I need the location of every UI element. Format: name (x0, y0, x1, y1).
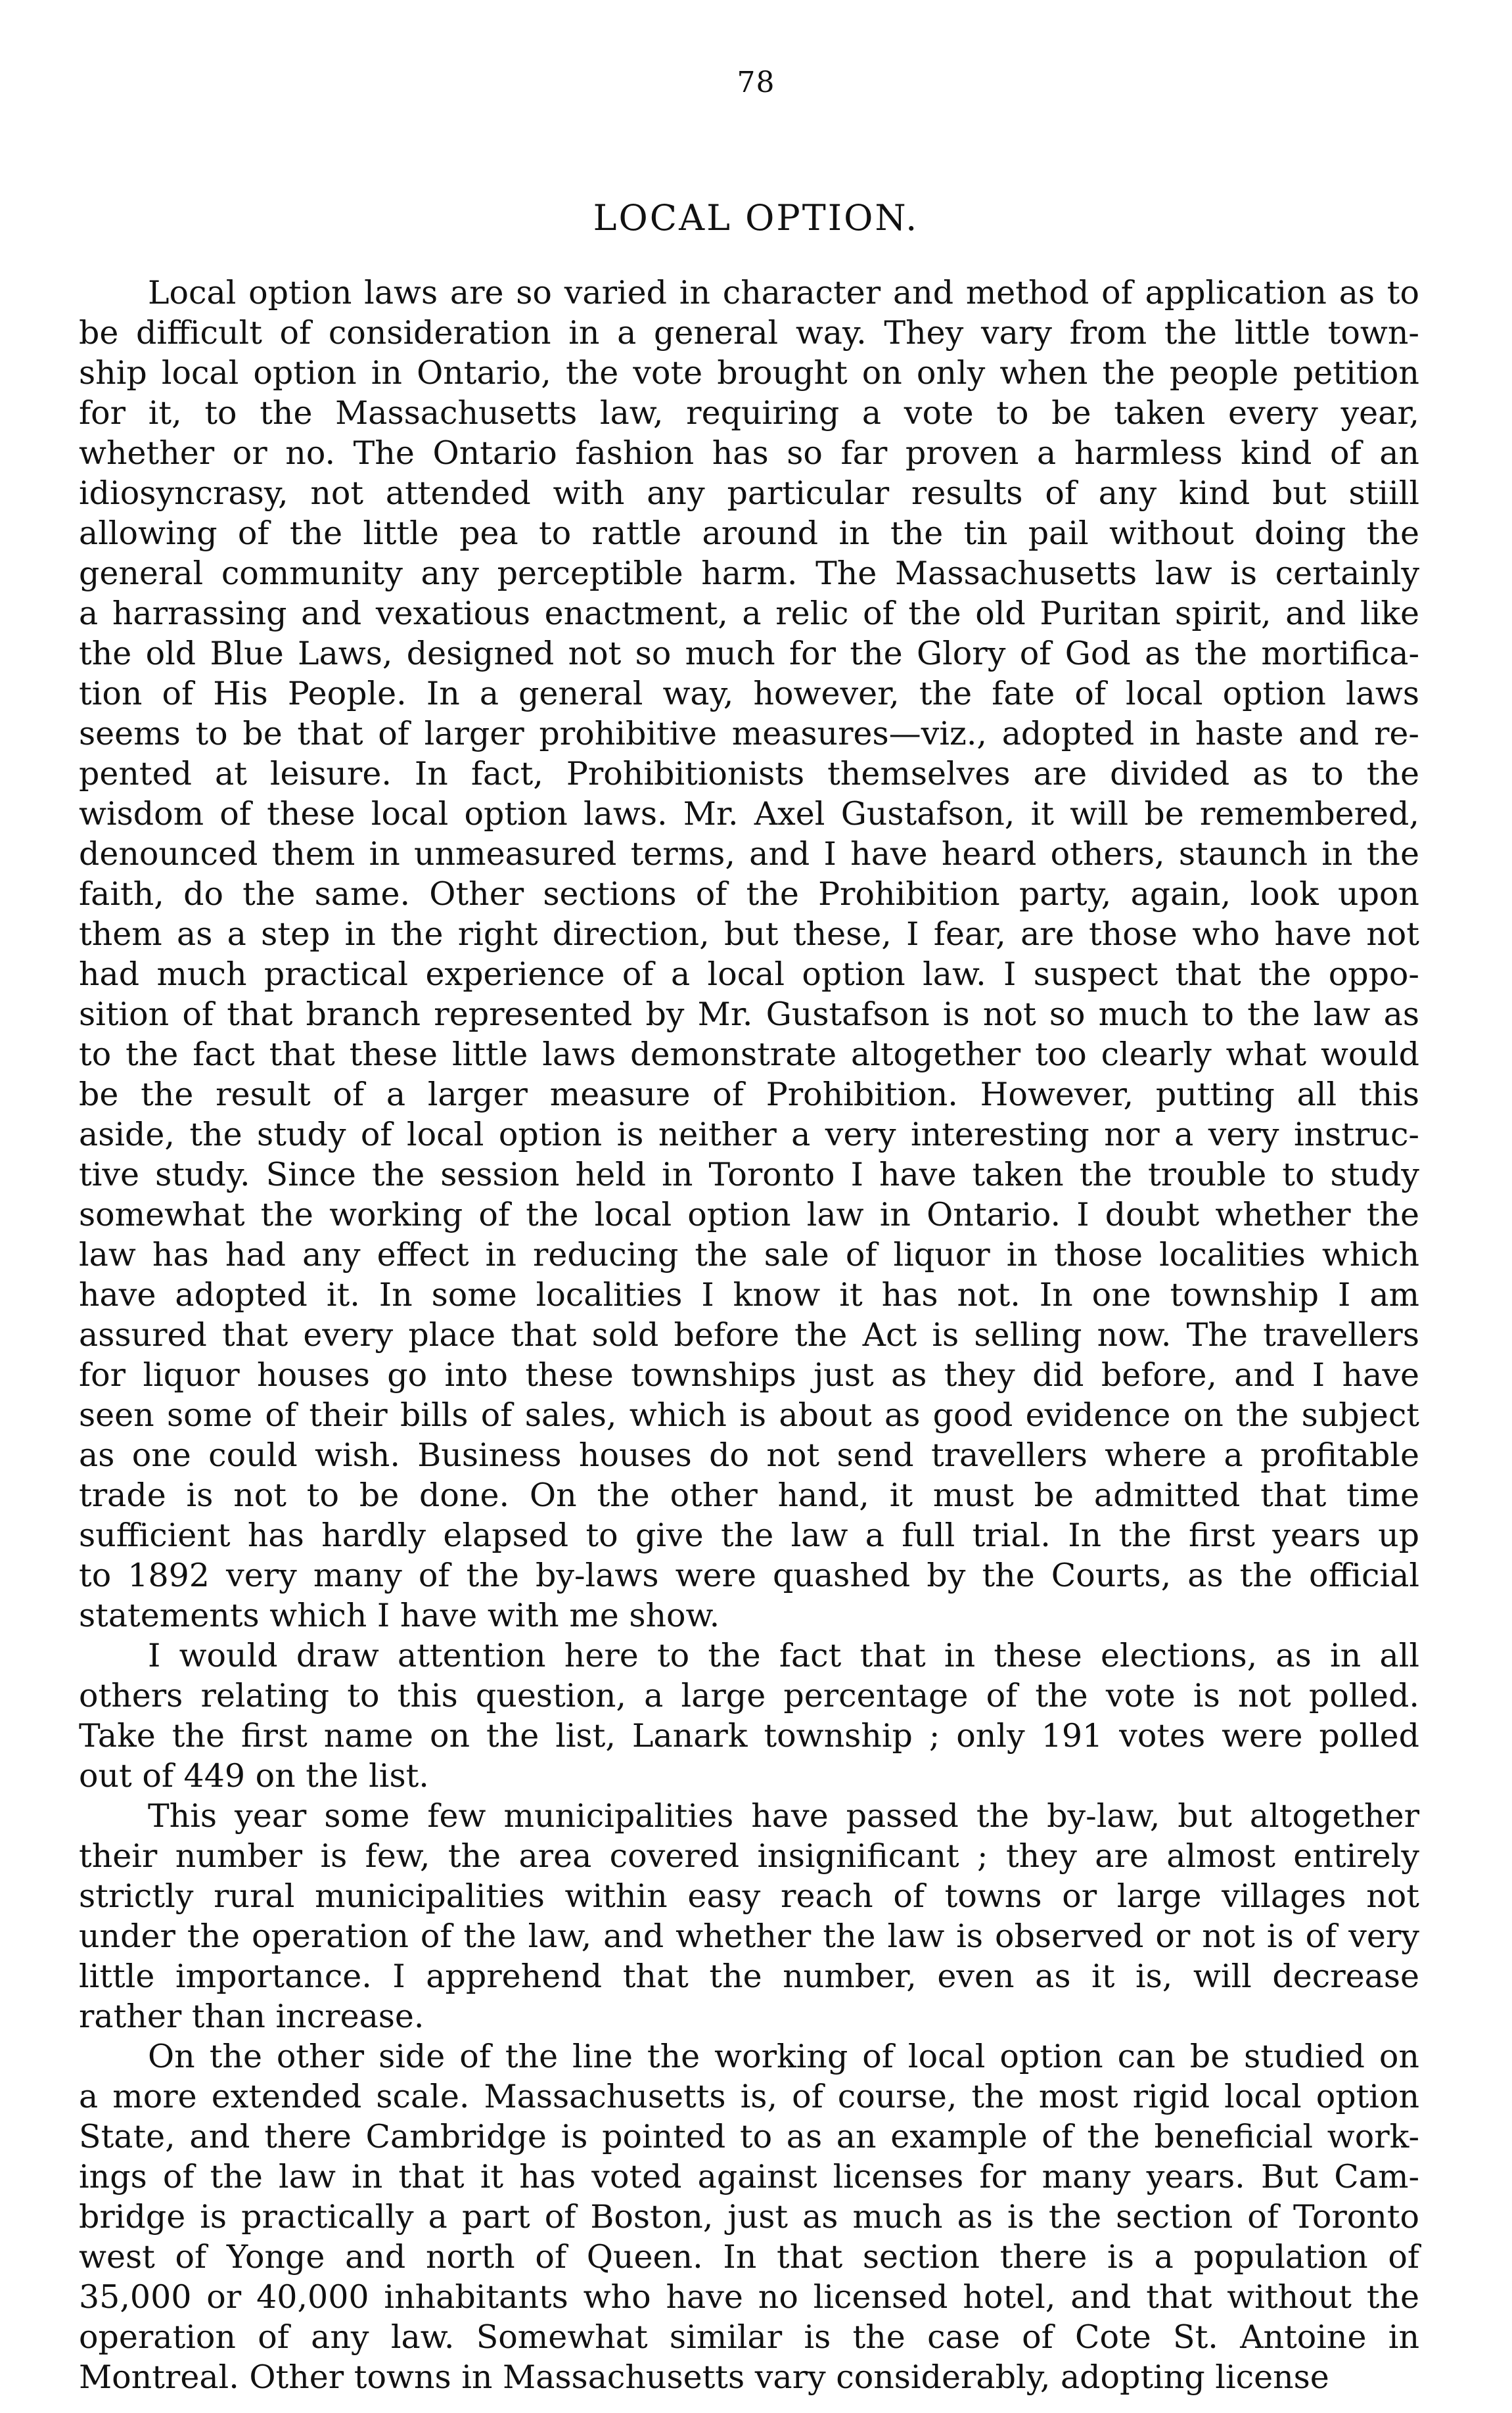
text-line: On the other side of the line the working of local option can be studied on (148, 2038, 1419, 2075)
text-line: 35,000 or 40,000 inhabitants who have no licensed hotel, and that without the (79, 2278, 1419, 2316)
text-line: the old Blue Laws, designed not so much for the Glory of God as the mortifica- (79, 635, 1419, 672)
text-line: sition of that branch represented by Mr. Gustafson is not so much to the law as (79, 996, 1419, 1033)
text-line: as one could wish. Business houses do not send travellers where a profitable (79, 1436, 1419, 1474)
text-line: faith, do the same. Other sections of the Prohibition party, again, look upon (79, 875, 1419, 913)
text-line: aside, the study of local option is neither a very interesting nor a very instruc- (79, 1116, 1419, 1153)
text-line: a harrassing and vexatious enactment, a relic of the old Puritan spirit, and like (79, 595, 1419, 632)
text-line: wisdom of these local option laws. Mr. Axel Gustafson, it will be remembered, (79, 795, 1419, 833)
text-line: under the operation of the law, and whether the law is observed or not is of very (79, 1918, 1419, 1955)
text-line: their number is few, the area covered insignificant ; they are almost entirely (79, 1837, 1419, 1875)
text-line: a more extended scale. Massachusetts is, of course, the most rigid local option (79, 2078, 1419, 2115)
text-line: them as a step in the right direction, but these, I fear, are those who have not (79, 915, 1419, 953)
paragraph (79, 273, 1419, 1636)
paragraph (79, 2036, 1419, 2397)
text-line: Local option laws are so varied in character and method of application as to (148, 274, 1419, 311)
page-title: LOCAL OPTION. (593, 197, 919, 239)
text-line: allowing of the little pea to rattle around in the tin pail without doing the (79, 515, 1419, 552)
text-line: little importance. I apprehend that the number, even as it is, will decrease (79, 1958, 1419, 1995)
text-line: sufficient has hardly elapsed to give the law a full trial. In the first years up (79, 1517, 1419, 1554)
text-line: somewhat the working of the local option law in Ontario. I doubt whether the (79, 1196, 1419, 1233)
text-line: I would draw attention here to the fact that in these elections, as in all (148, 1637, 1419, 1674)
text-line: tion of His People. In a general way, however, the fate of local option laws (79, 675, 1419, 712)
text-line: State, and there Cambridge is pointed to as an example of the beneficial work- (79, 2118, 1419, 2155)
text-line: to 1892 very many of the by-laws were quashed by the Courts, as the official (79, 1557, 1419, 1594)
text-line: strictly rural municipalities within easy reach of towns or large villages not (79, 1877, 1419, 1915)
text-line: be the result of a larger measure of Prohibition. However, putting all this (79, 1076, 1419, 1113)
body-text (79, 273, 1419, 2397)
text-line: be difficult of consideration in a general way. They vary from the little town- (79, 314, 1419, 352)
page-number: 78 (737, 66, 775, 99)
text-line: idiosyncrasy, not attended with any particular results of any kind but stiill (79, 474, 1419, 512)
text-line: statements which I have with me show. (79, 1597, 720, 1634)
text-line: have adopted it. In some localities I know it has not. In one township I am (79, 1276, 1419, 1314)
text-line: bridge is practically a part of Boston, just as much as is the section of Toronto (79, 2198, 1419, 2236)
text-line: out of 449 on the list. (79, 1757, 429, 1795)
text-line: west of Yonge and north of Queen. In that section there is a population of (79, 2238, 1419, 2276)
text-line: general community any perceptible harm. The Massachusetts law is certainly (79, 555, 1419, 592)
text-line: seen some of their bills of sales, which is about as good evidence on the subject (79, 1396, 1419, 1434)
text-line: operation of any law. Somewhat similar is the case of Cote St. Antoine in (79, 2318, 1419, 2356)
text-line: Take the first name on the list, Lanark township ; only 191 votes were polled (79, 1717, 1419, 1755)
paragraph (79, 1636, 1419, 1796)
text-line: This year some few municipalities have passed the by-law, but altogether (148, 1797, 1419, 1835)
text-line: denounced them in unmeasured terms, and I have heard others, staunch in the (79, 835, 1419, 873)
text-line: seems to be that of larger prohibitive measures—viz., adopted in haste and re- (79, 715, 1419, 752)
text-line: ings of the law in that it has voted against licenses for many years. But Cam- (79, 2158, 1419, 2195)
text-line: rather than increase. (79, 1998, 424, 2035)
text-line: assured that every place that sold before the Act is selling now. The travellers (79, 1316, 1419, 1354)
paragraph (79, 1796, 1419, 2036)
text-line: trade is not to be done. On the other hand, it must be admitted that time (79, 1477, 1419, 1514)
text-line: law has had any effect in reducing the sale of liquor in those localities which (79, 1236, 1419, 1274)
text-line: for liquor houses go into these townships just as they did before, and I have (79, 1356, 1419, 1394)
text-line: whether or no. The Ontario fashion has so far proven a harmless kind of an (79, 434, 1419, 472)
text-line: ship local option in Ontario, the vote brought on only when the people petition (79, 354, 1419, 392)
text-line: had much practical experience of a local option law. I suspect that the oppo- (79, 955, 1419, 993)
text-line: others relating to this question, a large percentage of the vote is not polled. (79, 1677, 1419, 1714)
text-line: pented at leisure. In fact, Prohibitionists themselves are divided as to the (79, 755, 1419, 793)
text-line: to the fact that these little laws demonstrate altogether too clearly what would (79, 1036, 1419, 1073)
text-line: tive study. Since the session held in Toronto I have taken the trouble to study (79, 1156, 1419, 1193)
text-line: for it, to the Massachusetts law, requiring a vote to be taken every year, (79, 394, 1419, 432)
text-line: Montreal. Other towns in Massachusetts vary considerably, adopting license (79, 2358, 1329, 2396)
